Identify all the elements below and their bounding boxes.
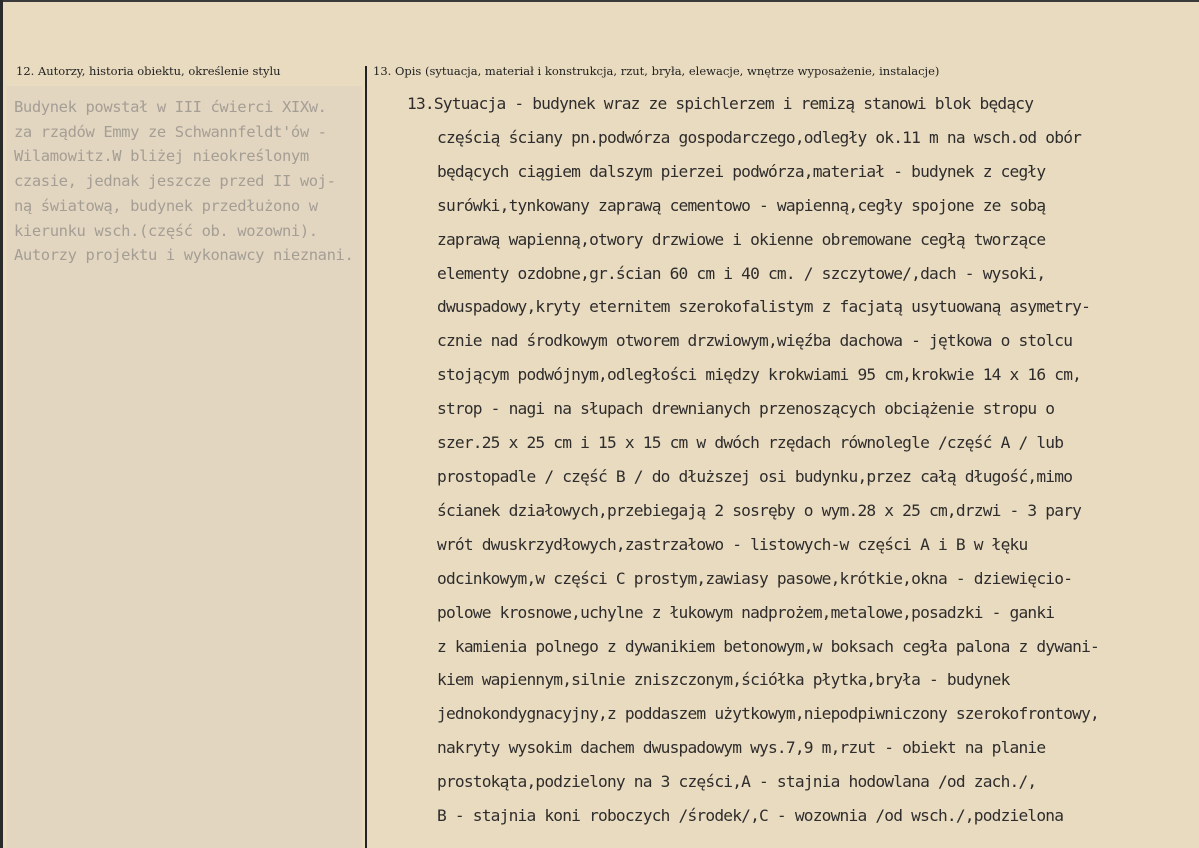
right-line: kiem wapiennym,silnie zniszczonym,ściółka płytka,bryła - budynek <box>437 670 1010 690</box>
card-top-edge <box>0 0 1199 2</box>
right-line: częścią ściany pn.podwórza gospodarczego,odległy ok.11 m na wsch.od obór <box>437 127 1082 147</box>
left-line: ną światową, budynek przedłużono w <box>14 196 318 215</box>
right-line: surówki,tynkowany zaprawą cementowo - wapienną,cegły spojone ze sobą <box>437 195 1046 215</box>
right-line: odcinkowym,w części C prostym,zawiasy pasowe,krótkie,okna - dziewięcio- <box>437 568 1073 588</box>
right-line: elementy ozdobne,gr.ścian 60 cm i 40 cm. / szczytowe/,dach - wysoki, <box>437 263 1046 283</box>
right-line: polowe krosnowe,uchylne z łukowym nadprożem,metalowe,posadzki - ganki <box>437 602 1055 622</box>
right-line: szer.25 x 25 cm i 15 x 15 cm w dwóch rzędach równolegle /część A / lub <box>437 433 1064 453</box>
right-line: B - stajnia koni roboczych /środek/,C - wozownia /od wsch./,podzielona <box>437 806 1064 826</box>
right-line: 13.Sytuacja - budynek wraz ze spichlerzem i remizą stanowi blok będący <box>407 94 1034 113</box>
right-line: nakryty wysokim dachem dwuspadowym wys.7,9 m,rzut - obiekt na planie <box>437 738 1046 758</box>
left-line: Budynek powstał w III ćwierci XIXw. <box>14 98 327 116</box>
card-left-edge <box>0 0 3 848</box>
right-line: strop - nagi na słupach drewnianych przenoszących obciążenie stropu o <box>437 399 1055 419</box>
left-line: czasie, jednak jeszcze przed II woj- <box>14 172 336 191</box>
right-line: prostopadle / część B / do dłuższej osi budynku,przez całą długość,mimo <box>437 466 1073 486</box>
authors-history-text <box>14 95 384 268</box>
right-line: prostokąta,podzielony na 3 części,A - stajnia hodowlana /od zach./, <box>437 772 1037 792</box>
left-line: Wilamowitz.W bliżej nieokreślonym <box>14 147 309 166</box>
right-line: z kamienia polnego z dywanikiem betonowym,w boksach cegła palona z dywani- <box>437 636 1099 656</box>
left-line: Autorzy projektu i wykonawcy nieznani. <box>14 246 354 265</box>
left-line: kierunku wsch.(część ob. wozowni). <box>14 221 318 240</box>
right-line: jednokondygnacyjny,z poddaszem użytkowym,niepodpiwniczony szerokofrontowy, <box>437 704 1099 724</box>
right-line: wrót dwuskrzydłowych,zastrzałowo - listowych-w części A i B w łęku <box>437 534 1028 554</box>
right-line: ścianek działowych,przebiegają 2 sosręby o wym.28 x 25 cm,drzwi - 3 pary <box>437 500 1082 520</box>
left-line: za rządów Emmy ze Schwannfeldt'ów - <box>14 122 327 141</box>
description-text <box>407 87 1177 833</box>
right-line: stojącym podwójnym,odległości między krokwiami 95 cm,krokwie 14 x 16 cm, <box>437 365 1082 385</box>
section-13-heading: 13. Opis (sytuacja, materiał i konstrukcja, rzut, bryła, elewacje, wnętrze wyposażenie, instalacje) <box>373 64 940 78</box>
right-line: będących ciągiem dalszym pierzei podwórza,materiał - budynek z cegły <box>437 161 1046 181</box>
right-line: cznie nad środkowym otworem drzwiowym,więźba dachowa - jętkowa o stolcu <box>437 331 1073 351</box>
right-line: zaprawą wapienną,otwory drzwiowe i okienne obremowane cegłą tworzące <box>437 229 1046 249</box>
right-line: dwuspadowy,kryty eternitem szerokofalistym z facjatą usytuowaną asymetry- <box>437 297 1091 317</box>
section-12-heading: 12. Autorzy, historia obiektu, określenie stylu <box>16 64 281 78</box>
